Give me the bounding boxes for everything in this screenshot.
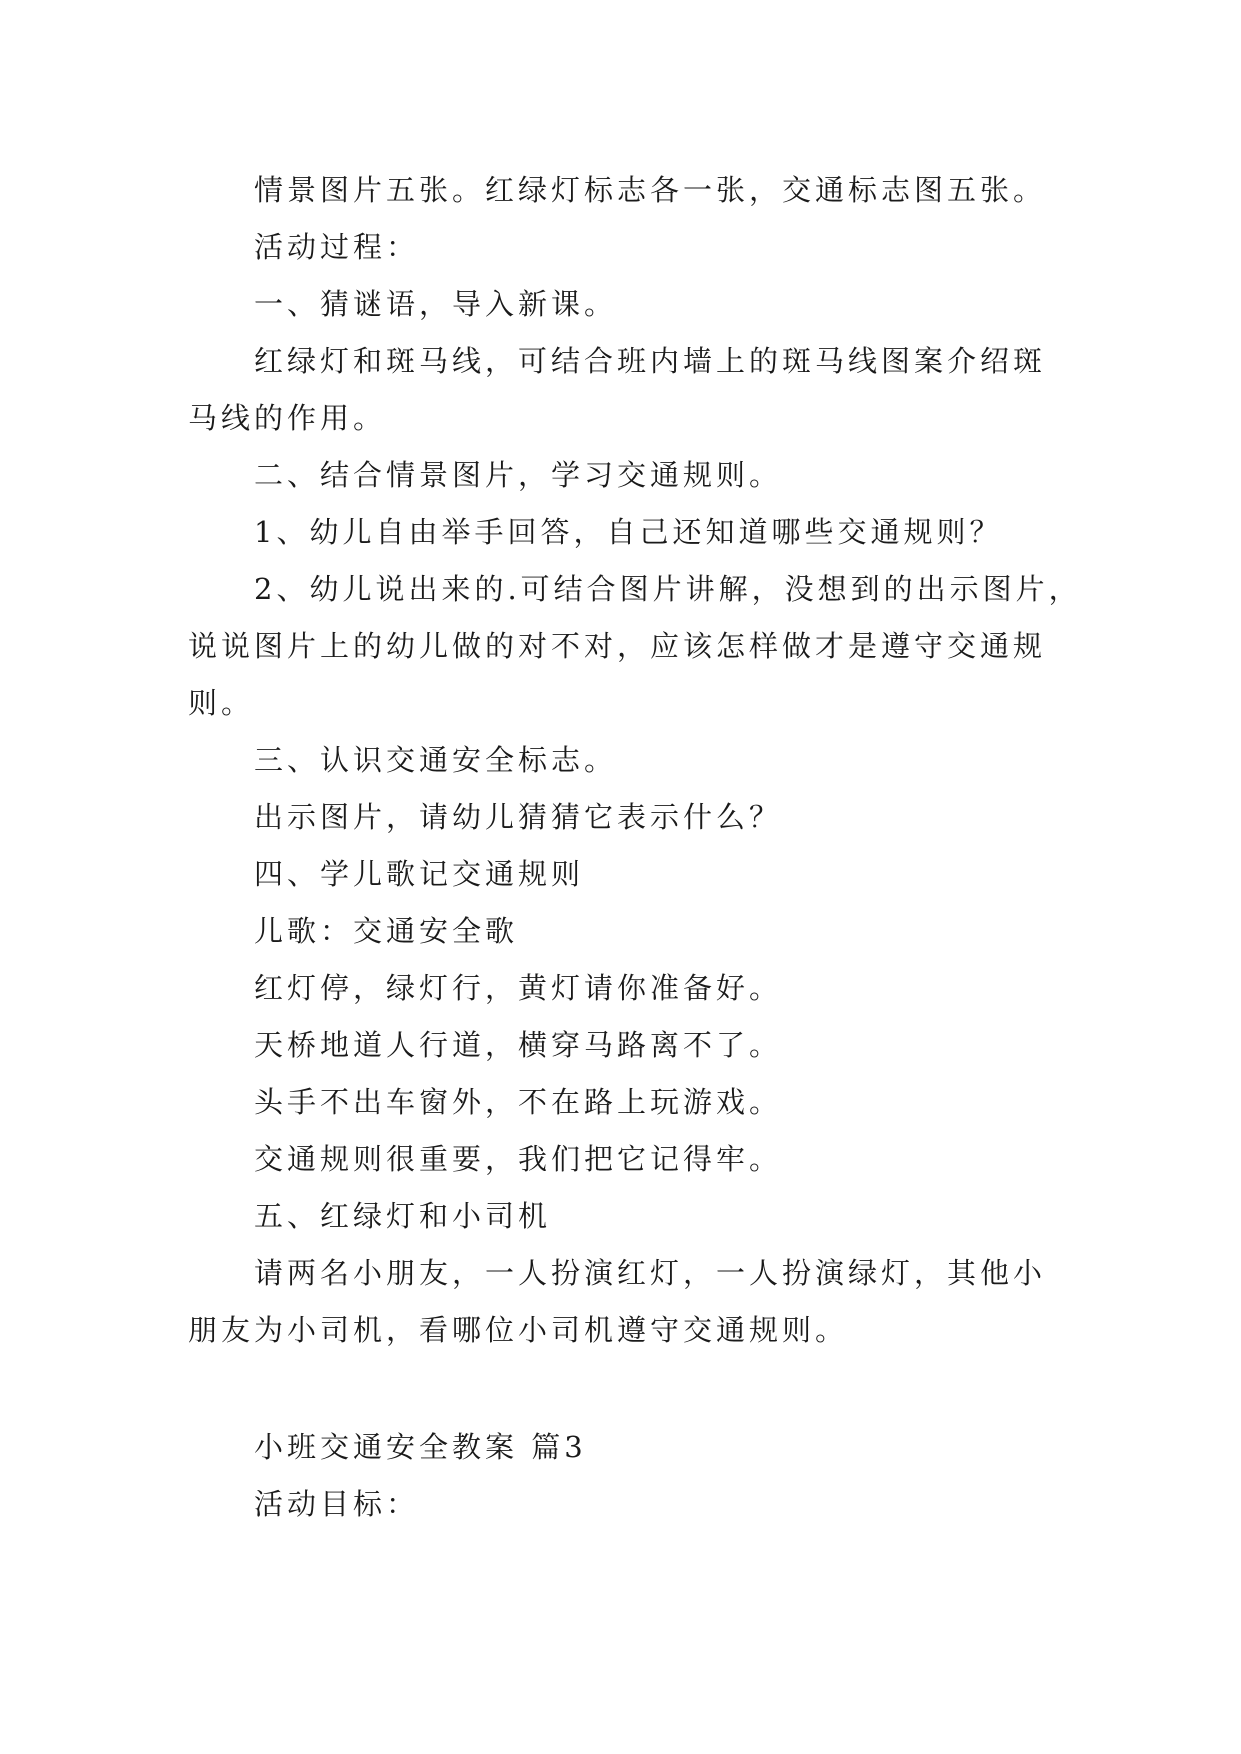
paragraph-song-line-1 — [188, 960, 1068, 1017]
text-line: 朋友为小司机，看哪位小司机遵守交通规则。 — [188, 1313, 849, 1347]
text-line: 情景图片五张。红绿灯标志各一张，交通标志图五张。 — [254, 173, 1047, 207]
paragraph-item-1 — [188, 504, 1068, 561]
section-spacer — [188, 1359, 1068, 1419]
section-title — [188, 1419, 1068, 1476]
paragraph-step-2-heading — [188, 447, 1068, 504]
paragraph-game-description — [188, 1245, 1068, 1359]
text-line: 五、红绿灯和小司机 — [254, 1199, 552, 1233]
paragraph-song-title — [188, 903, 1068, 960]
text-line: 头手不出车窗外，不在路上玩游戏。 — [254, 1085, 783, 1119]
paragraph-song-line-3 — [188, 1074, 1068, 1131]
paragraph-step-1-heading — [188, 276, 1068, 333]
paragraph-step-4-heading — [188, 846, 1068, 903]
paragraph-song-line-2 — [188, 1017, 1068, 1074]
paragraph-step-5-heading — [188, 1188, 1068, 1245]
paragraph-objectives-heading — [188, 1476, 1068, 1533]
paragraph-process-heading — [188, 219, 1068, 276]
text-line: 活动过程： — [254, 230, 420, 264]
text-line: 儿歌：交通安全歌 — [254, 914, 519, 948]
document-body — [188, 162, 1082, 1533]
text-line: 红灯停，绿灯行，黄灯请你准备好。 — [254, 971, 783, 1005]
text-line: 则。 — [188, 686, 255, 720]
text-line: 2、幼儿说出来的.可结合图片讲解，没想到的出示图片， — [254, 572, 1082, 606]
paragraph-step-3-heading — [188, 732, 1068, 789]
paragraph-show-pictures — [188, 789, 1068, 846]
text-line: 交通规则很重要，我们把它记得牢。 — [254, 1142, 783, 1176]
text-line: 二、结合情景图片，学习交通规则。 — [254, 458, 783, 492]
text-line: 出示图片，请幼儿猜猜它表示什么？ — [254, 800, 783, 834]
text-line: 请两名小朋友，一人扮演红灯，一人扮演绿灯，其他小 — [254, 1256, 1047, 1290]
text-line: 四、学儿歌记交通规则 — [254, 857, 585, 891]
text-line: 1、幼儿自由举手回答，自己还知道哪些交通规则？ — [254, 515, 1003, 549]
text-line: 马线的作用。 — [188, 401, 387, 435]
text-line: 小班交通安全教案 篇3 — [254, 1430, 587, 1464]
text-line: 一、猜谜语，导入新课。 — [254, 287, 618, 321]
paragraph-zebra-crossing — [188, 333, 1068, 447]
text-line: 三、认识交通安全标志。 — [254, 743, 618, 777]
text-line: 天桥地道人行道，横穿马路离不了。 — [254, 1028, 783, 1062]
text-line: 红绿灯和斑马线，可结合班内墙上的斑马线图案介绍斑 — [254, 344, 1047, 378]
paragraph-song-line-4 — [188, 1131, 1068, 1188]
text-line: 说说图片上的幼儿做的对不对，应该怎样做才是遵守交通规 — [188, 629, 1047, 663]
text-line: 活动目标： — [254, 1487, 420, 1521]
paragraph-materials — [188, 162, 1068, 219]
paragraph-item-2 — [188, 561, 1082, 732]
